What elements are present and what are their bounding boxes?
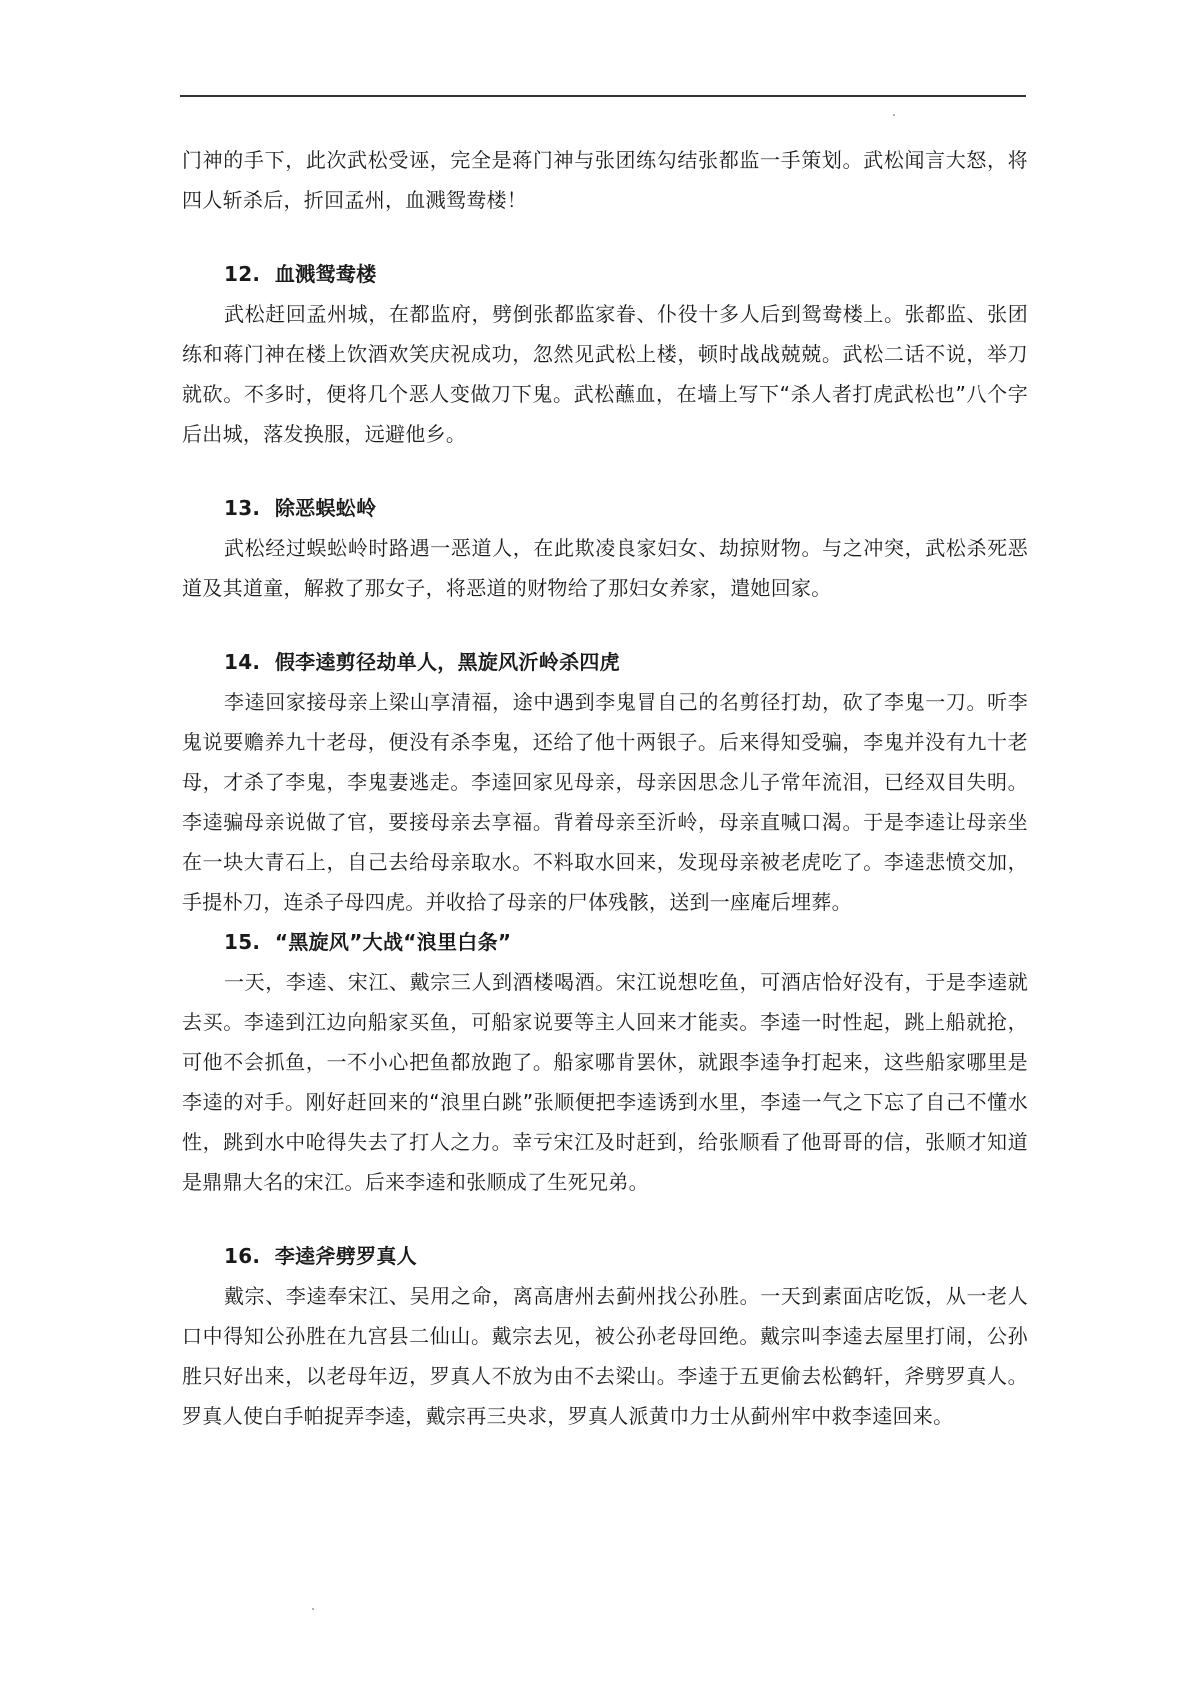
section-title: 假李逵剪径劫单人，黑旋风沂岭杀四虎: [274, 650, 620, 674]
section-heading: [182, 1236, 1028, 1276]
header-rule: [180, 95, 1026, 97]
section-14: [182, 642, 1028, 922]
document-body: [182, 140, 1028, 1436]
section-number: 13.: [224, 496, 261, 520]
section-heading: [182, 254, 1028, 294]
spacer: [182, 608, 1028, 642]
spacer: [182, 1202, 1028, 1236]
section-number: 16.: [224, 1244, 261, 1268]
section-title: 除恶蜈蚣岭: [274, 496, 377, 520]
section-number: 14.: [224, 650, 261, 674]
section-heading: [182, 922, 1028, 962]
section-13: [182, 488, 1028, 608]
section-heading: [182, 488, 1028, 528]
section-15: [182, 922, 1028, 1202]
section-body: 一天，李逵、宋江、戴宗三人到酒楼喝酒。宋江说想吃鱼，可酒店恰好没有，于是李逵就去买。李逵到江边向船家买鱼，可船家说要等主人回来才能卖。李逵一时性起，跳上船就抢，可他不会抓鱼，一不小心把鱼都放跑了。船家哪肯罢休，就跟李逵争打起来，这些船家哪里是李逵的对手。刚好赶回来的“浪里白跳”张顺便把李逵诱到水里，李逵一气之下忘了自己不懂水性，跳到水中呛得失去了打人之力。幸亏宋江及时赶到，给张顺看了他哥哥的信，张顺才知道是鼎鼎大名的宋江。后来李逵和张顺成了生死兄弟。: [182, 970, 1028, 1194]
spacer: [182, 454, 1028, 488]
section-body: 武松赶回孟州城，在都监府，劈倒张都监家眷、仆役十多人后到鸳鸯楼上。张都监、张团练和蒋门神在楼上饮酒欢笑庆祝成功，忽然见武松上楼，顿时战战兢兢。武松二话不说，举刀就砍。不多时，便将几个恶人变做刀下鬼。武松蘸血，在墙上写下“杀人者打虎武松也”八个字后出城，落发换服，远避他乡。: [182, 302, 1028, 446]
section-body: 武松经过蜈蚣岭时路遇一恶道人，在此欺凌良家妇女、劫掠财物。与之冲突，武松杀死恶道及其道童，解救了那女子，将恶道的财物给了那妇女养家，遣她回家。: [182, 536, 1028, 600]
scan-speck: [312, 1608, 314, 1610]
section-12: [182, 254, 1028, 454]
section-title: 李逵斧劈罗真人: [274, 1244, 417, 1268]
section-title: “黑旋风”大战“浪里白条”: [274, 930, 512, 954]
section-title: 血溅鸳鸯楼: [274, 262, 377, 286]
section-number: 12.: [224, 262, 261, 286]
section-16: [182, 1236, 1028, 1436]
scan-speck: [893, 114, 895, 116]
section-number: 15.: [224, 930, 261, 954]
spacer: [182, 220, 1028, 254]
section-body: 李逵回家接母亲上梁山享清福，途中遇到李鬼冒自己的名剪径打劫，砍了李鬼一刀。听李鬼说要赡养九十老母，便没有杀李鬼，还给了他十两银子。后来得知受骗，李鬼并没有九十老母，才杀了李鬼，李鬼妻逃走。李逵回家见母亲，母亲因思念儿子常年流泪，已经双目失明。李逵骗母亲说做了官，要接母亲去享福。背着母亲至沂岭，母亲直喊口渴。于是李逵让母亲坐在一块大青石上，自己去给母亲取水。不料取水回来，发现母亲被老虎吃了。李逵悲愤交加，手提朴刀，连杀子母四虎。并收拾了母亲的尸体残骸，送到一座庵后埋葬。: [182, 690, 1028, 914]
section-heading: [182, 642, 1028, 682]
intro-paragraph: 门神的手下，此次武松受诬，完全是蒋门神与张团练勾结张都监一手策划。武松闻言大怒，将四人斩杀后，折回孟州，血溅鸳鸯楼！: [182, 148, 1028, 212]
section-body: 戴宗、李逵奉宋江、吴用之命，离高唐州去蓟州找公孙胜。一天到素面店吃饭，从一老人口中得知公孙胜在九宫县二仙山。戴宗去见，被公孙老母回绝。戴宗叫李逵去屋里打闹，公孙胜只好出来，以老母年迈，罗真人不放为由不去梁山。李逵于五更偷去松鹤轩，斧劈罗真人。罗真人使白手帕捉弄李逵，戴宗再三央求，罗真人派黄巾力士从蓟州牢中救李逵回来。: [182, 1284, 1028, 1428]
